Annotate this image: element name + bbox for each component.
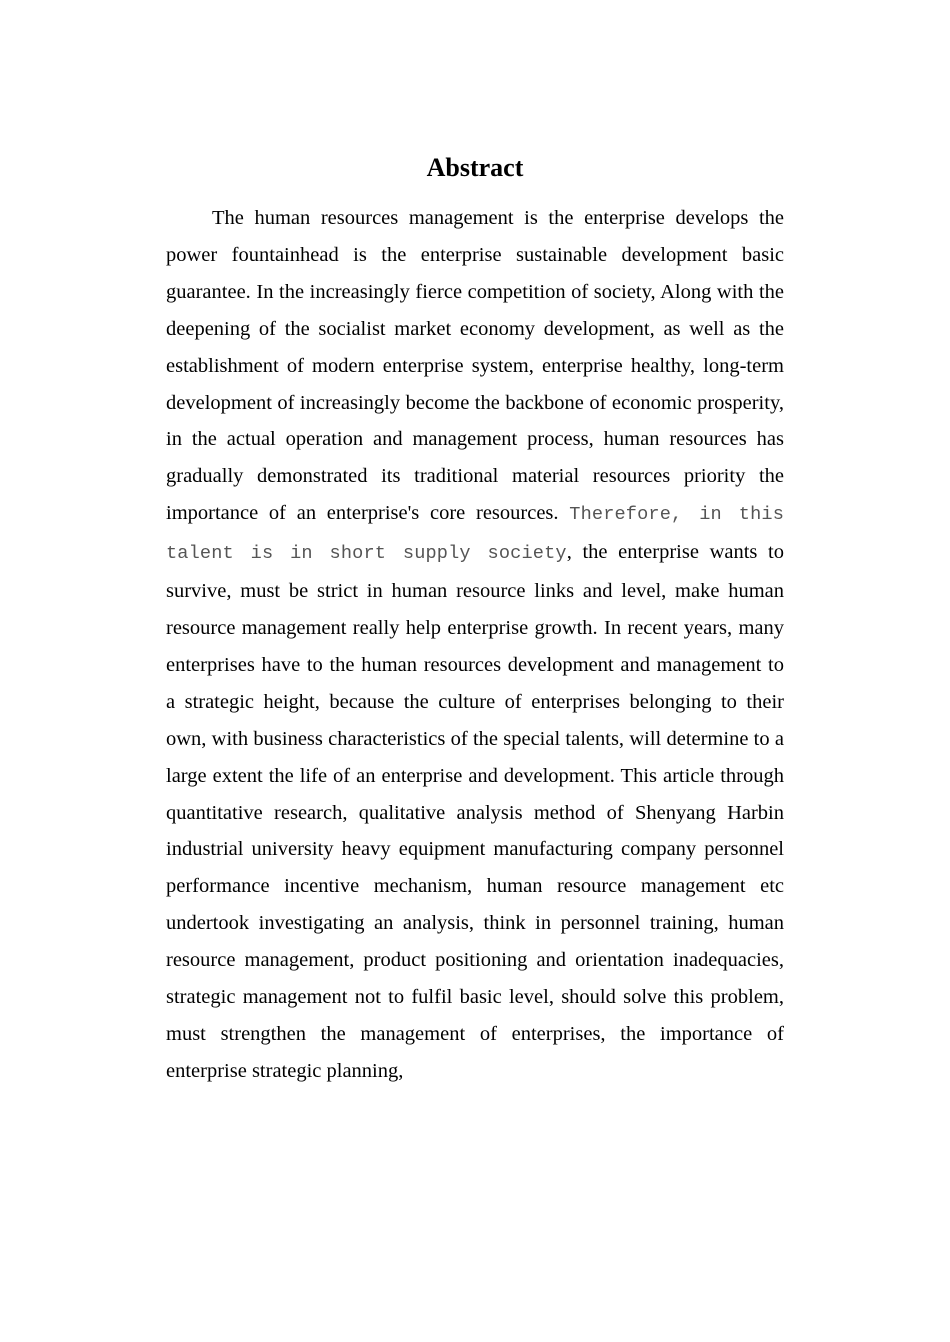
abstract-paragraph bbox=[166, 200, 784, 1090]
abstract-text-part-3: , the enterprise wants to survive, must be strict in human resource links and level, make human resource management really help enterprise growth. In recent years, many enterprises have to the human resources development and management to a strategic height, because the culture of enterprises belonging to their own, with business characteristics of the special talents, will determine to a large extent the life of an enterprise and development. This article through quantitative research, qualitative analysis method of Shenyang Harbin industrial university heavy equipment manufacturing company personnel performance incentive mechanism, human resource management etc undertook investigating an analysis, think in personnel training, human resource management, product positioning and orientation inadequacies, strategic management not to fulfil basic level, should solve this problem, must strengthen the management of enterprises, the importance of enterprise strategic planning, bbox=[166, 541, 784, 1082]
abstract-title: Abstract bbox=[426, 153, 524, 182]
abstract-text-part-2: Therefore, in this talent is in short supply society bbox=[166, 504, 785, 565]
abstract-text-part-1: The human resources management is the enterprise develops the power fountainhead is the enterprise sustainable development basic guarantee. In the increasingly fierce competition of society, Along with the deepening of the socialist market economy development, as well as the establishment of modern enterprise system, enterprise healthy, long-term development of increasingly become the backbone of economic prosperity, in the actual operation and management process, human resources has gradually demonstrated its traditional material resources priority the importance of an enterprise's core resources. bbox=[166, 207, 784, 525]
